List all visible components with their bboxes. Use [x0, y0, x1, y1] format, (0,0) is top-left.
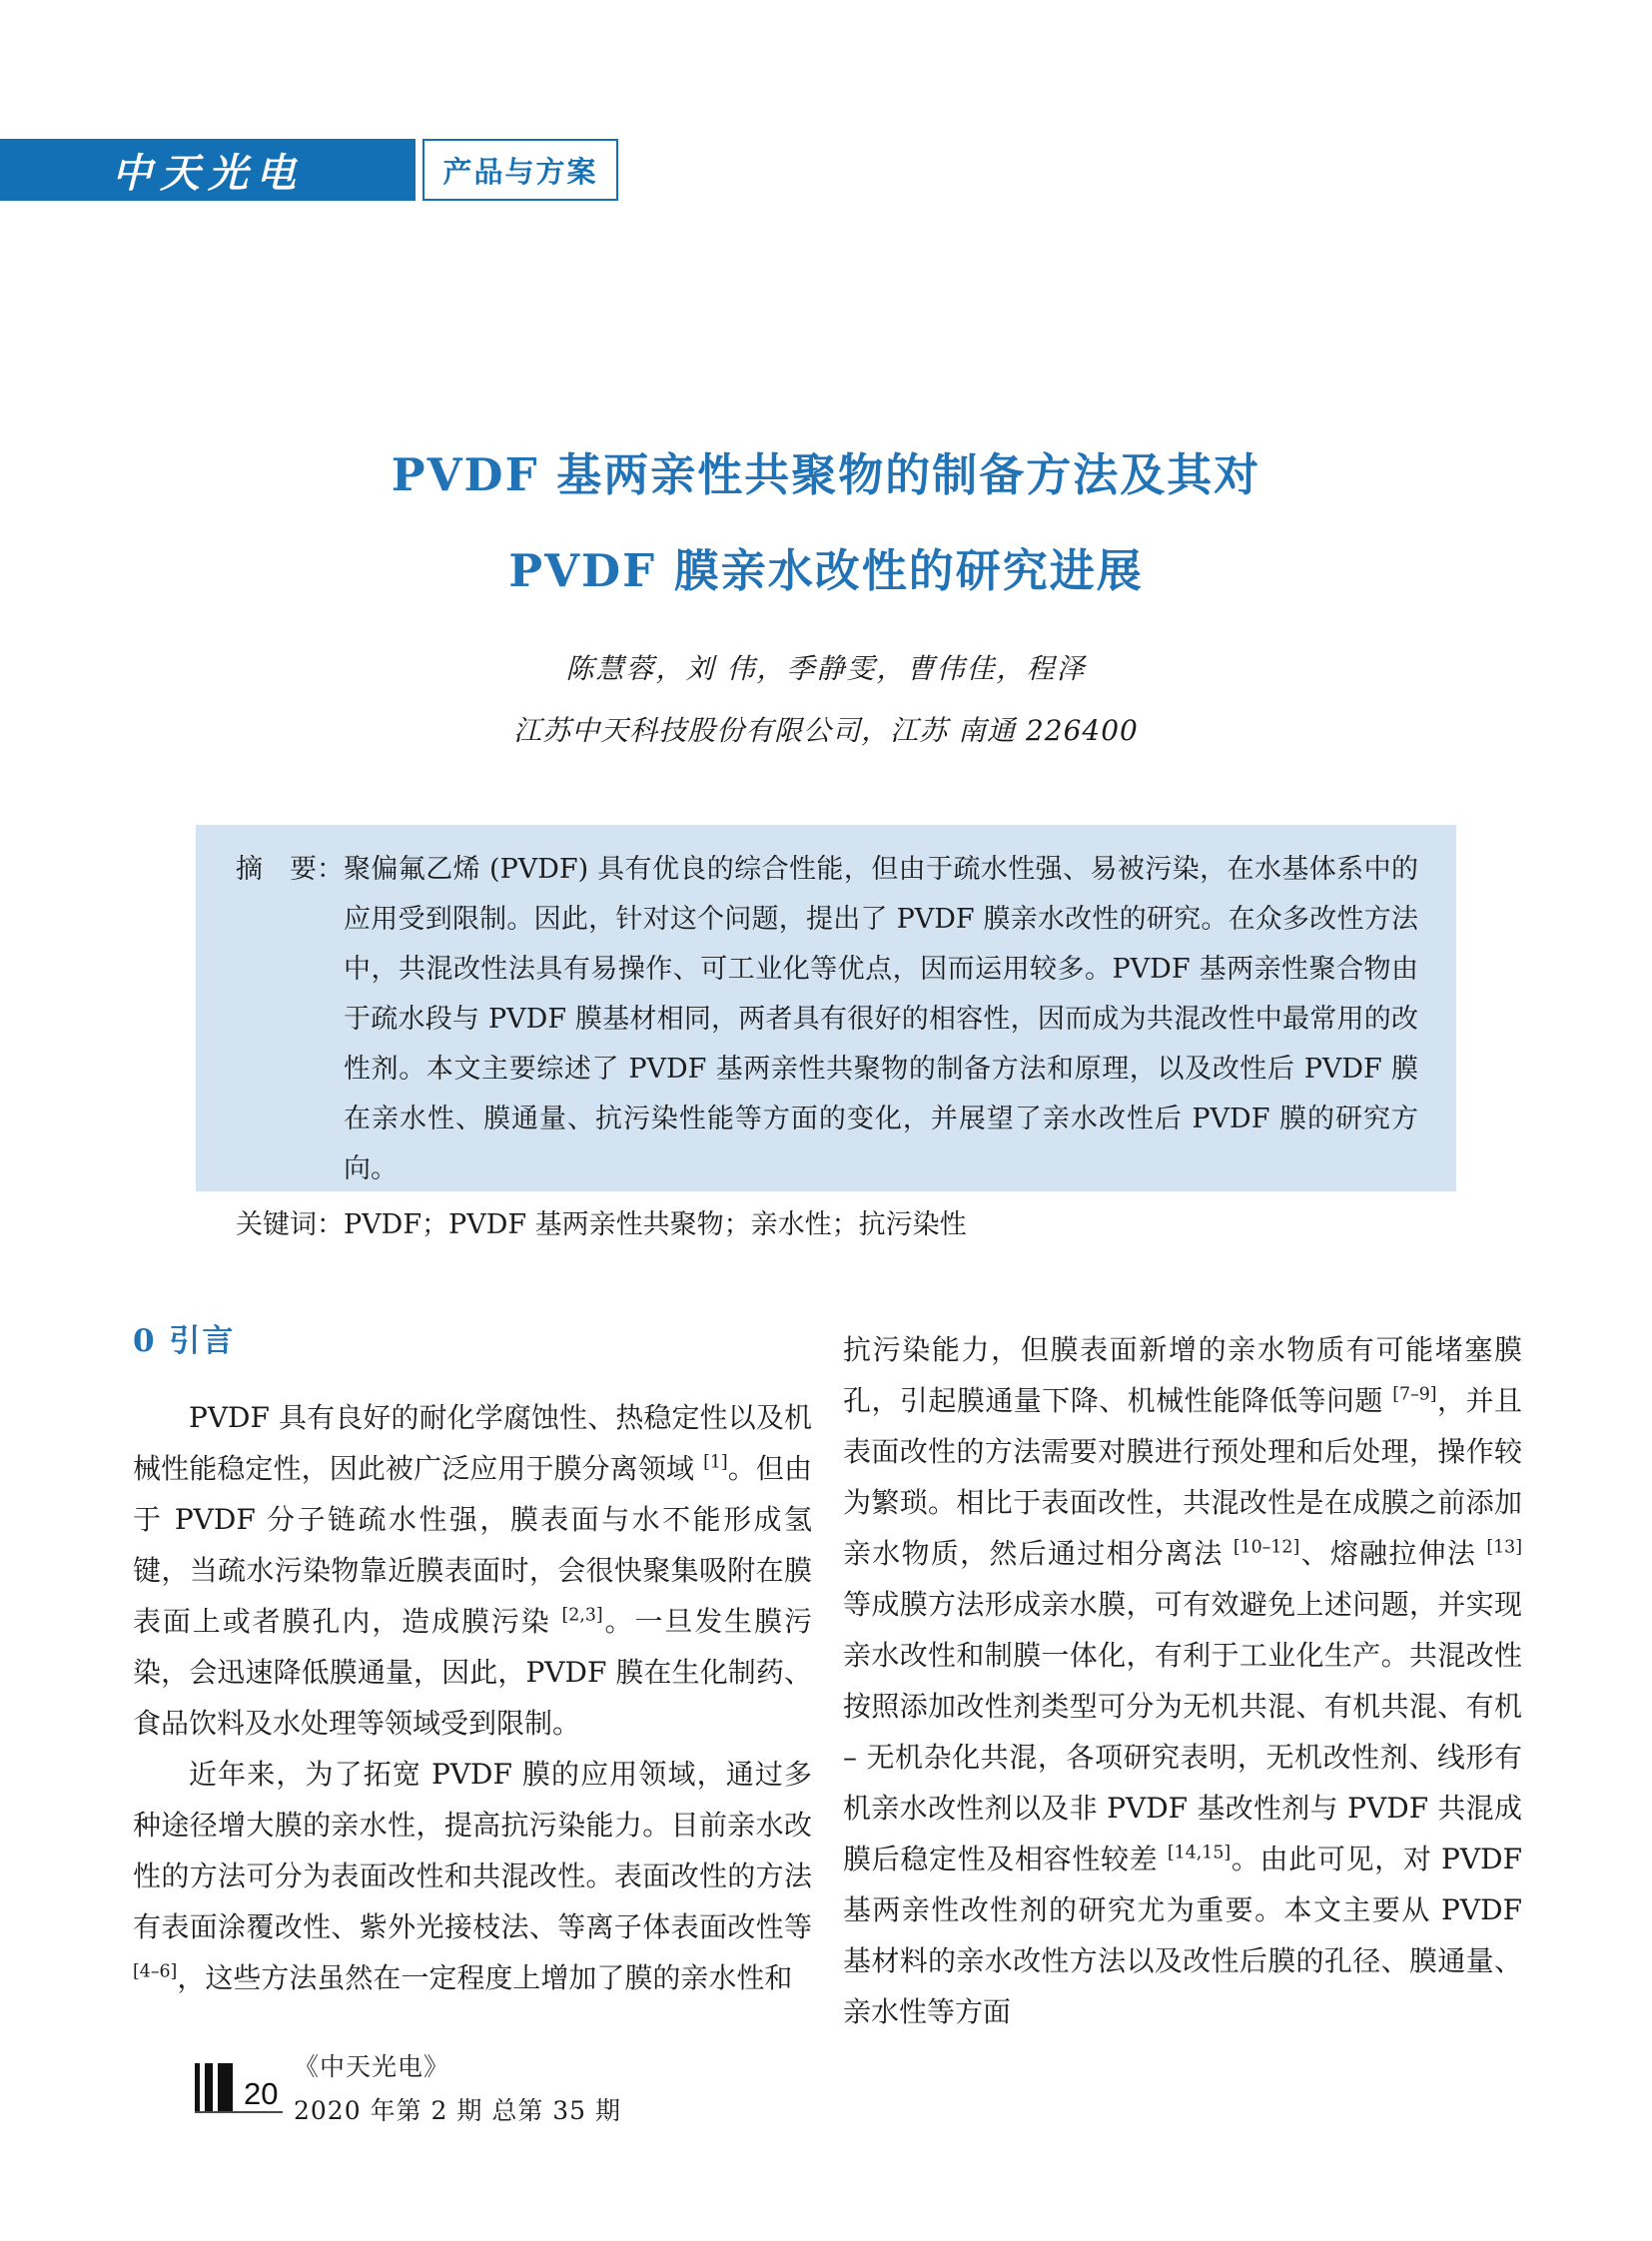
authors-line: 陈慧蓉，刘 伟，季静雯，曹伟佳，程泽: [565, 652, 1087, 685]
title-line-1: PVDF 基两亲性共聚物的制备方法及其对: [391, 448, 1261, 501]
body-paragraph-2: 近年来，为了拓宽 PVDF 膜的应用领域，通过多种途径增大膜的亲水性，提高抗污染能力。目前亲水改性的方法可分为表面改性和共混改性。表面改性的方法有表面涂覆改性、紫外光接枝法、等离子体表面改性等[4–6]，这些方法虽然在一定程度上增加了膜的亲水性和: [133, 1758, 812, 1994]
keywords-row: [236, 1200, 1418, 1250]
section-heading: 0 引言: [133, 1323, 236, 1359]
page-number: 20: [244, 2076, 279, 2111]
abstract-box: [196, 825, 1456, 1240]
page-footer: [0, 2047, 1652, 2147]
keywords-label: 关键词：: [236, 1209, 344, 1240]
tab-label: 产品与方案: [442, 156, 598, 189]
journal-name: 《中天光电》: [294, 2052, 450, 2081]
article-title: [0, 427, 1652, 619]
page-number-badge: [195, 2061, 283, 2113]
brand-logo: 中天光电: [112, 149, 304, 197]
journal-block: [294, 2047, 621, 2131]
abstract-row: [236, 845, 1418, 1194]
tab-products-solutions[interactable]: [422, 139, 618, 201]
keywords-text: PVDF；PVDF 基两亲性共聚物；亲水性；抗污染性: [344, 1209, 967, 1240]
issue-info: 2020 年第 2 期 总第 35 期: [294, 2096, 622, 2125]
barcode-icon: [195, 2063, 238, 2111]
title-line-2: PVDF 膜亲水改性的研究进展: [508, 544, 1144, 597]
abstract-text: 聚偏氟乙烯 (PVDF) 具有优良的综合性能，但由于疏水性强、易被污染，在水基体系中的应用受到限制。因此，针对这个问题，提出了 PVDF 膜亲水改性的研究。在众多改性方法中，共混改性法具有易操作、可工业化等优点，因而运用较多。PVDF 基两亲性聚合物由于疏水段与 PVDF 膜基材相同，两者具有很好的相容性，因而成为共混改性中最常用的改性剂。本文主要综述了 PVDF 基两亲性共聚物的制备方法和原理，以及改性后 PVDF 膜在亲水性、膜通量、抗污染性能等方面的变化，并展望了亲水改性后 PVDF 膜的研究方向。: [344, 854, 1418, 1184]
body-paragraph-3: 抗污染能力，但膜表面新增的亲水物质有可能堵塞膜孔，引起膜通量下降、机械性能降低等问题 [7–9]，并且表面改性的方法需要对膜进行预处理和后处理，操作较为繁琐。相比于表面改性，共混改性是在成膜之前添加亲水物质，然后通过相分离法 [10–12]、熔融拉伸法 [13] 等成膜方法形成亲水膜，可有效避免上述问题，并实现亲水改性和制膜一体化，有利于工业化生产。共混改性按照添加改性剂类型可分为无机共混、有机共混、有机 – 无机杂化共混，各项研究表明，无机改性剂、线形有机亲水改性剂以及非 PVDF 基改性剂与 PVDF 共混成膜后稳定性及相容性较差 [14,15]。由此可见，对 PVDF 基两亲性改性剂的研究尤为重要。本文主要从 PVDF 基材料的亲水改性方法以及改性后膜的孔径、膜通量、亲水性等方面: [843, 1333, 1522, 2028]
affiliation-line: 江苏中天科技股份有限公司，江苏 南通 226400: [513, 714, 1139, 747]
abstract-label: 摘 要：: [236, 854, 344, 885]
header-bar: [0, 139, 415, 201]
body-paragraph-1: PVDF 具有良好的耐化学腐蚀性、热稳定性以及机械性能稳定性，因此被广泛应用于膜分离领域 [1]。但由于 PVDF 分子链疏水性强，膜表面与水不能形成氢键，当疏水污染物靠近膜表面时，会很快聚集吸附在膜表面上或者膜孔内，造成膜污染 [2,3]。一旦发生膜污染，会迅速降低膜通量，因此，PVDF 膜在生化制药、食品饮料及水处理等领域受到限制。: [133, 1401, 812, 1740]
left-column: [133, 1318, 812, 2003]
right-column: [843, 1318, 1522, 2037]
